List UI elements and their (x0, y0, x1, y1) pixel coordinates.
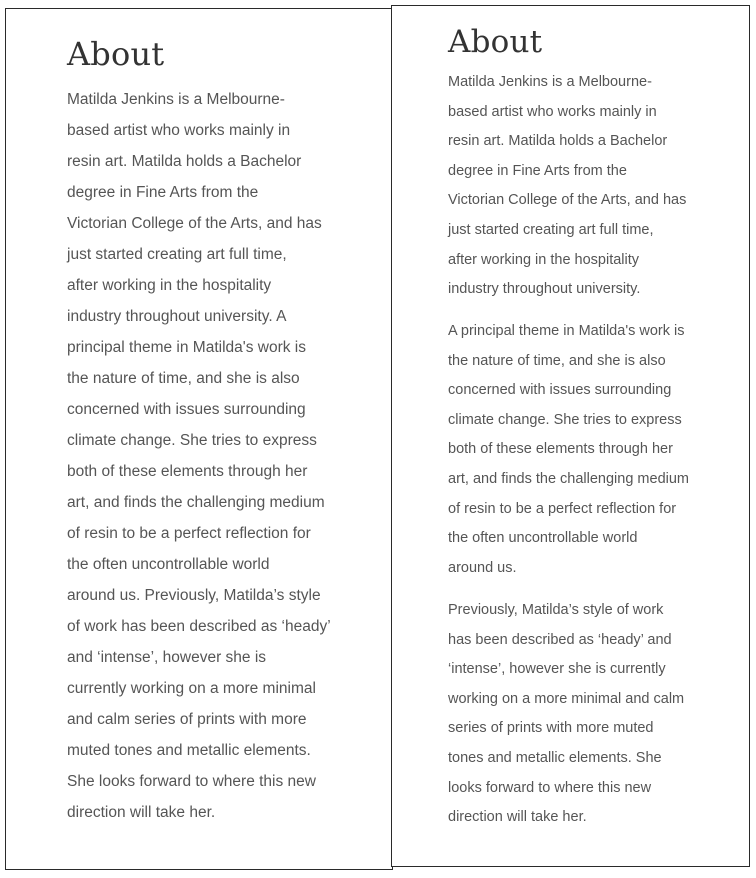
text-line: She looks forward to where this new (67, 773, 316, 790)
text-line: A principal theme in Matilda's work is (448, 323, 685, 339)
text-line: resin art. Matilda holds a Bachelor (67, 153, 302, 170)
about-heading: About (448, 24, 543, 60)
text-line: concerned with issues surrounding (448, 382, 672, 399)
about-paragraph (67, 84, 331, 828)
text-line: of resin to be a perfect reflection for (448, 500, 677, 517)
text-line: has been described as ‘heady’ and (448, 631, 672, 648)
text-line: Victorian College of the Arts, and has (67, 215, 322, 232)
text-line: muted tones and metallic elements. (67, 742, 311, 759)
text-line: after working in the hospitality (67, 277, 272, 294)
text-line: and ‘intense’, however she is (67, 649, 267, 666)
text-line: degree in Fine Arts from the (67, 184, 259, 201)
text-line: based artist who works mainly in (67, 122, 291, 139)
text-line: working on a more minimal and calm (448, 690, 685, 707)
text-line: Matilda Jenkins is a Melbourne- (448, 74, 652, 90)
text-line: ‘intense’, however she is currently (448, 661, 666, 678)
text-line: just started creating art full time, (67, 246, 287, 263)
text-line: direction will take her. (448, 809, 587, 826)
text-line: industry throughout university. A (67, 308, 287, 325)
text-line: of work has been described as ‘heady’ (67, 618, 331, 635)
text-line: art, and finds the challenging medium (448, 470, 690, 487)
text-line: art, and finds the challenging medium (67, 494, 325, 511)
text-line: around us. (448, 559, 517, 576)
text-line: and calm series of prints with more (67, 711, 307, 728)
text-line: the often uncontrollable world (448, 530, 638, 547)
text-line: Matilda Jenkins is a Melbourne- (67, 91, 285, 108)
text-line: the often uncontrollable world (67, 556, 270, 573)
text-line: degree in Fine Arts from the (448, 162, 627, 179)
text-line: both of these elements through her (448, 441, 673, 458)
text-line: after working in the hospitality (448, 251, 640, 268)
about-paragraph-2 (448, 317, 689, 583)
text-line: tones and metallic elements. She (448, 749, 662, 766)
text-line: around us. Previously, Matilda’s style (67, 587, 321, 604)
text-line: the nature of time, and she is also (448, 352, 666, 369)
text-line: currently working on a more minimal (67, 680, 316, 697)
text-line: climate change. She tries to express (448, 411, 682, 428)
text-line: industry throughout university. (448, 281, 641, 298)
text-line: the nature of time, and she is also (67, 370, 300, 387)
text-line: resin art. Matilda holds a Bachelor (448, 133, 668, 150)
text-line: looks forward to where this new (448, 779, 652, 796)
text-line: of resin to be a perfect reflection for (67, 525, 311, 542)
text-line: direction will take her. (67, 804, 216, 821)
text-line: principal theme in Matilda's work is (67, 339, 306, 356)
text-line: climate change. She tries to express (67, 432, 317, 449)
text-line: based artist who works mainly in (448, 103, 657, 120)
text-line: concerned with issues surrounding (67, 401, 306, 418)
text-line: both of these elements through her (67, 463, 308, 480)
about-heading: About (67, 35, 165, 73)
text-line: just started creating art full time, (448, 221, 654, 238)
text-line: Previously, Matilda’s style of work (448, 602, 664, 618)
text-line: series of prints with more muted (448, 720, 654, 737)
about-panel-single-paragraph (5, 8, 393, 870)
about-paragraph-1 (448, 68, 686, 305)
text-line: Victorian College of the Arts, and has (448, 192, 687, 209)
about-panel-three-paragraphs (391, 5, 750, 867)
about-paragraph-3 (448, 596, 684, 833)
